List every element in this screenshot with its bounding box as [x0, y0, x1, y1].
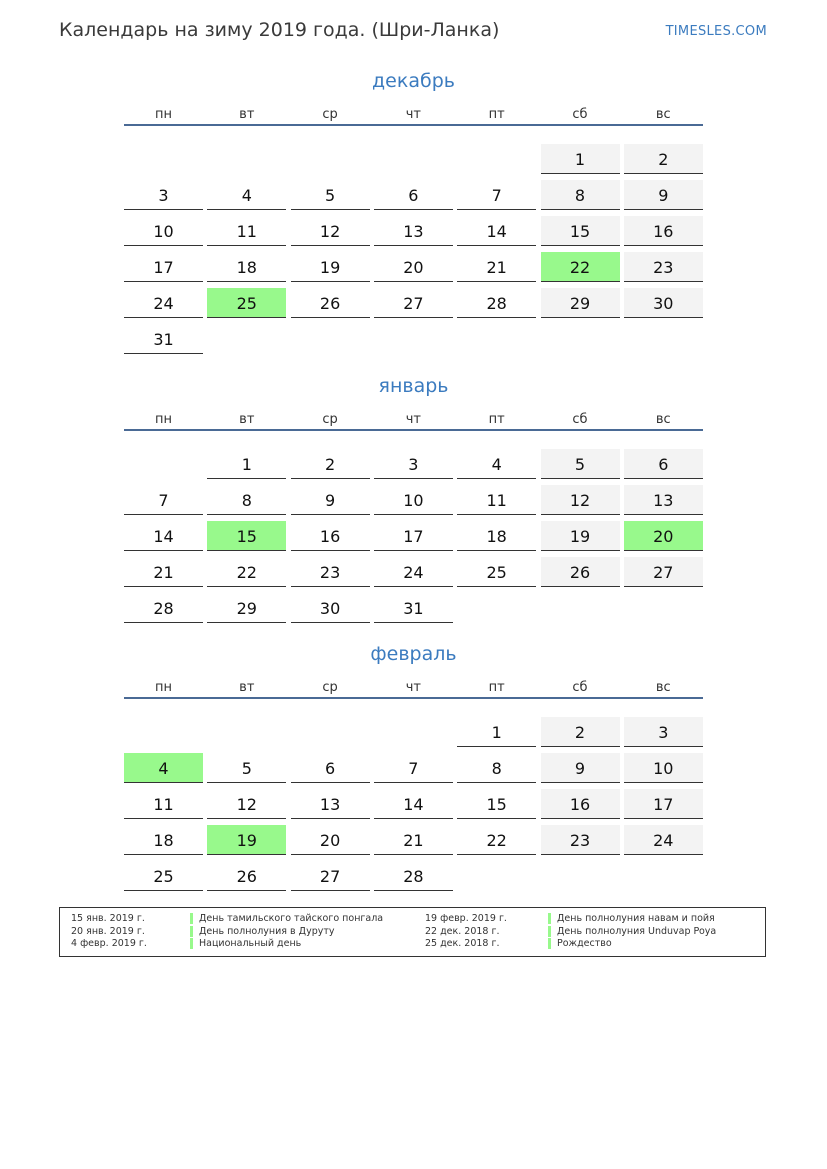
day-cell: 8 [541, 180, 620, 210]
day-cell: 23 [541, 825, 620, 855]
day-cell: 20 [374, 252, 453, 282]
day-cell: 23 [291, 557, 370, 587]
day-cell: 24 [374, 557, 453, 587]
day-cell: 12 [541, 485, 620, 515]
day-cell: 6 [374, 180, 453, 210]
day-cell: 19 [541, 521, 620, 551]
day-cell: 20 [291, 825, 370, 855]
day-cell: 26 [541, 557, 620, 587]
legend-date: 25 дек. 2018 г. [425, 938, 500, 949]
day-cell: 3 [624, 717, 703, 747]
day-cell-holiday: 20 [624, 521, 703, 551]
day-cell: 18 [457, 521, 536, 551]
day-cell: 1 [207, 449, 286, 479]
legend-date: 20 янв. 2019 г. [71, 925, 145, 937]
day-cell: 14 [457, 216, 536, 246]
day-cell: 3 [374, 449, 453, 479]
day-cell: 22 [207, 557, 286, 587]
day-cell: 26 [207, 861, 286, 891]
month-name: январь [378, 375, 449, 397]
day-cell: 5 [291, 180, 370, 210]
day-cell: 21 [374, 825, 453, 855]
day-cell: 10 [624, 753, 703, 783]
day-cell: 6 [624, 449, 703, 479]
legend-holiday-name: День полнолуния Unduvap Poya [557, 925, 717, 937]
day-cell: 23 [624, 252, 703, 282]
day-cell: 29 [541, 288, 620, 318]
day-cell: 13 [374, 216, 453, 246]
legend-holiday-name: День тамильского тайского понгала [199, 913, 384, 924]
day-cell: 17 [624, 789, 703, 819]
legend-date: 22 дек. 2018 г. [425, 925, 500, 937]
day-cell: 28 [374, 861, 453, 891]
legend-date: 4 февр. 2019 г. [71, 938, 147, 949]
day-cell: 9 [291, 485, 370, 515]
weekday-label: ср [322, 107, 338, 122]
day-cell: 30 [624, 288, 703, 318]
day-cell: 5 [541, 449, 620, 479]
day-cell: 22 [457, 825, 536, 855]
day-cell: 18 [207, 252, 286, 282]
month-name: февраль [370, 643, 457, 665]
day-cell: 4 [457, 449, 536, 479]
day-cell: 10 [124, 216, 203, 246]
day-cell: 13 [624, 485, 703, 515]
day-cell: 27 [624, 557, 703, 587]
day-cell: 28 [124, 593, 203, 623]
day-cell: 14 [374, 789, 453, 819]
day-cell: 27 [374, 288, 453, 318]
month-rule [124, 429, 703, 431]
day-cell-holiday: 15 [207, 521, 286, 551]
day-cell: 4 [207, 180, 286, 210]
weekday-label: вт [239, 107, 255, 122]
day-cell: 6 [291, 753, 370, 783]
weekday-label: вс [655, 680, 671, 695]
day-cell: 7 [124, 485, 203, 515]
day-cell: 11 [124, 789, 203, 819]
day-cell: 9 [624, 180, 703, 210]
legend-holiday-name: День полнолуния навам и пойя [557, 913, 715, 924]
day-cell: 12 [291, 216, 370, 246]
day-cell: 17 [374, 521, 453, 551]
day-cell-holiday: 22 [541, 252, 620, 282]
weekday-label: сб [572, 412, 588, 427]
day-cell: 2 [291, 449, 370, 479]
weekday-label: пт [488, 107, 505, 122]
weekday-label: чт [405, 680, 422, 695]
legend-color-marker [190, 913, 193, 924]
weekday-label: пт [488, 412, 505, 427]
day-cell: 31 [124, 324, 203, 354]
weekday-label: вс [655, 412, 671, 427]
weekday-label: пн [155, 107, 172, 122]
day-cell: 18 [124, 825, 203, 855]
holiday-legend [59, 907, 766, 957]
day-cell: 16 [624, 216, 703, 246]
day-cell: 5 [207, 753, 286, 783]
legend-color-marker [548, 926, 551, 937]
day-cell-holiday: 25 [207, 288, 286, 318]
weekday-label: ср [322, 412, 338, 427]
day-cell: 7 [374, 753, 453, 783]
legend-date: 15 янв. 2019 г. [71, 913, 145, 924]
day-cell: 8 [207, 485, 286, 515]
legend-color-marker [190, 938, 193, 949]
day-cell: 26 [291, 288, 370, 318]
legend-holiday-name: Рождество [557, 938, 612, 949]
site-link[interactable]: TIMESLES.COM [665, 24, 767, 39]
day-cell: 15 [457, 789, 536, 819]
day-cell: 16 [541, 789, 620, 819]
day-cell: 19 [291, 252, 370, 282]
day-cell: 11 [207, 216, 286, 246]
day-cell: 27 [291, 861, 370, 891]
month-rule [124, 124, 703, 126]
day-cell: 10 [374, 485, 453, 515]
day-cell: 1 [457, 717, 536, 747]
weekday-label: пн [155, 680, 172, 695]
weekday-label: чт [405, 107, 422, 122]
day-cell: 31 [374, 593, 453, 623]
weekday-label: чт [405, 412, 422, 427]
day-cell: 24 [624, 825, 703, 855]
weekday-label: вт [239, 412, 255, 427]
weekday-label: пт [488, 680, 505, 695]
day-cell: 24 [124, 288, 203, 318]
legend-color-marker [548, 938, 551, 949]
legend-color-marker [548, 913, 551, 924]
day-cell: 15 [541, 216, 620, 246]
day-cell: 1 [541, 144, 620, 174]
day-cell: 25 [457, 557, 536, 587]
day-cell: 12 [207, 789, 286, 819]
legend-holiday-name: День полнолуния в Дуруту [199, 925, 335, 937]
day-cell: 21 [124, 557, 203, 587]
page-title: Календарь на зиму 2019 года. (Шри-Ланка) [59, 19, 500, 41]
weekday-label: вт [239, 680, 255, 695]
day-cell-holiday: 4 [124, 753, 203, 783]
day-cell: 8 [457, 753, 536, 783]
month-name: декабрь [372, 70, 455, 92]
month-rule [124, 697, 703, 699]
weekday-label: сб [572, 107, 588, 122]
legend-holiday-name: Национальный день [199, 938, 302, 949]
day-cell: 28 [457, 288, 536, 318]
day-cell: 14 [124, 521, 203, 551]
day-cell: 17 [124, 252, 203, 282]
day-cell-holiday: 19 [207, 825, 286, 855]
day-cell: 16 [291, 521, 370, 551]
day-cell: 13 [291, 789, 370, 819]
day-cell: 2 [541, 717, 620, 747]
weekday-label: ср [322, 680, 338, 695]
day-cell: 2 [624, 144, 703, 174]
legend-date: 19 февр. 2019 г. [425, 913, 507, 924]
day-cell: 9 [541, 753, 620, 783]
day-cell: 29 [207, 593, 286, 623]
day-cell: 3 [124, 180, 203, 210]
day-cell: 30 [291, 593, 370, 623]
weekday-label: вс [655, 107, 671, 122]
weekday-label: пн [155, 412, 172, 427]
day-cell: 11 [457, 485, 536, 515]
weekday-label: сб [572, 680, 588, 695]
legend-color-marker [190, 926, 193, 937]
day-cell: 21 [457, 252, 536, 282]
day-cell: 7 [457, 180, 536, 210]
day-cell: 25 [124, 861, 203, 891]
